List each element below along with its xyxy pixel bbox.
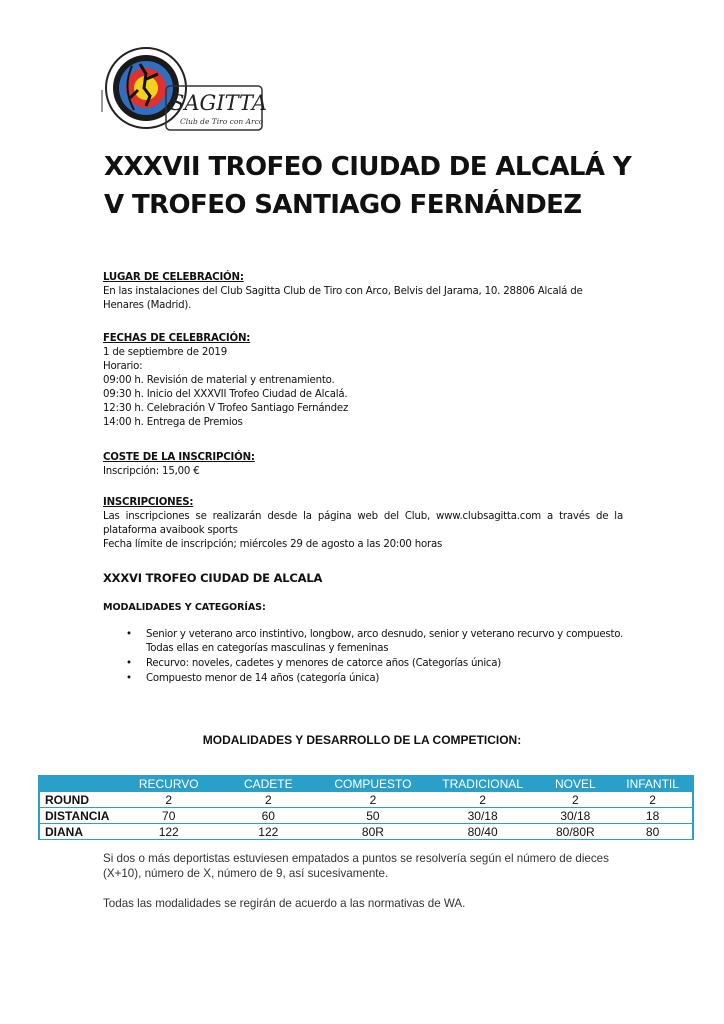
table-cell: 122 [219,824,319,840]
list-item: • Compuesto menor de 14 años (categoría única) [126,673,380,684]
title-line-2: V TROFEO SANTIAGO FERNÁNDEZ [104,190,582,220]
logo-name: SAGITTA [170,91,268,115]
table-cell: 80/80R [538,824,614,840]
page-title [104,148,664,224]
logo-tagline: Club de Tiro con Arco [180,117,264,126]
table-cell: 50 [318,808,428,824]
bullet-icon: • [126,673,132,684]
column-header [39,775,119,792]
lugar-line-2: Henares (Madrid). [103,300,192,311]
table-row [39,808,693,824]
footer-notes [103,851,623,911]
club-logo [100,44,268,134]
tie-rule: Si dos o más deportistas estuviesen empatados a puntos se resolvería según el número de dieces (X+10), número de X, número de 9, así sucesivamente. [103,852,609,880]
bullet-icon: • [126,658,132,669]
list-item: • Senior y veterano arco instintivo, longbow, arco desnudo, senior y veterano recurvo y compuesto. Todas ellas en categorías masculinas y femeninas [126,629,623,654]
competition-table [38,775,694,840]
table-cell: 80R [318,824,428,840]
section-lugar [103,271,623,313]
column-header: TRADICIONAL [428,775,538,792]
schedule-item: 14:00 h. Entrega de Premios [103,417,243,428]
table-cell: 2 [428,792,538,808]
column-header: CADETE [219,775,319,792]
schedule-item: 09:30 h. Inicio del XXXVII Trofeo Ciudad de Alcalá. [103,389,348,400]
table-header-row [39,775,693,792]
section-fechas [103,332,623,430]
fechas-date: 1 de septiembre de 2019 [103,347,227,358]
inscripciones-heading: INSCRIPCIONES: [103,497,194,508]
section2-subtitle: MODALIDADES Y CATEGORÍAS: [103,602,266,613]
table-cell: 122 [119,824,219,840]
lugar-line-1: En las instalaciones del Club Sagitta Club de Tiro con Arco, Belvis del Jarama, 10. 28806 Alcalá de [103,286,583,297]
section-coste [103,451,623,479]
table-cell: 30/18 [428,808,538,824]
table-row [39,792,693,808]
horario-label: Horario: [103,361,143,372]
table-caption: MODALIDADES Y DESARROLLO DE LA COMPETICION: [202,733,522,747]
rules-note: Todas las modalidades se regirán de acuerdo a las normativas de WA. [103,897,466,910]
table-cell: 2 [219,792,319,808]
table-cell: 2 [119,792,219,808]
table-cell: 18 [613,808,693,824]
column-header: RECURVO [119,775,219,792]
bullet-icon: • [126,629,132,640]
table-cell: 80 [613,824,693,840]
row-label: ROUND [39,792,119,808]
column-header: COMPUESTO [318,775,428,792]
fechas-heading: FECHAS DE CELEBRACIÓN: [103,333,251,344]
coste-text: Inscripción: 15,00 € [103,466,200,477]
table-cell: 80/40 [428,824,538,840]
row-label: DISTANCIA [39,808,119,824]
table-cell: 70 [119,808,219,824]
column-header: NOVEL [538,775,614,792]
inscripciones-deadline: Fecha límite de inscripción; miércoles 29 de agosto a las 20:00 horas [103,539,443,550]
table-cell: 30/18 [538,808,614,824]
schedule-item: 12:30 h. Celebración V Trofeo Santiago Fernández [103,403,349,414]
schedule-item: 09:00 h. Revisión de material y entrenamiento. [103,375,335,386]
categories-list [124,628,624,687]
section2-title: XXXVI TROFEO CIUDAD DE ALCALA [103,571,323,585]
coste-heading: COSTE DE LA INSCRIPCIÓN: [103,452,255,463]
title-line-1: XXXVII TROFEO CIUDAD DE ALCALÁ Y [104,152,632,182]
column-header: INFANTIL [613,775,693,792]
lugar-heading: LUGAR DE CELEBRACIÓN: [103,272,244,283]
table-cell: 2 [538,792,614,808]
inscripciones-text: Las inscripciones se realizarán desde la página web del Club, www.clubsagitta.com a través de la plataforma avaibook sports [103,511,623,536]
table-row [39,824,693,840]
table-cell: 2 [613,792,693,808]
list-item: • Recurvo: noveles, cadetes y menores de catorce años (Categorías única) [126,658,502,669]
section-inscripciones [103,496,623,552]
table-cell: 60 [219,808,319,824]
table-cell: 2 [318,792,428,808]
row-label: DIANA [39,824,119,840]
